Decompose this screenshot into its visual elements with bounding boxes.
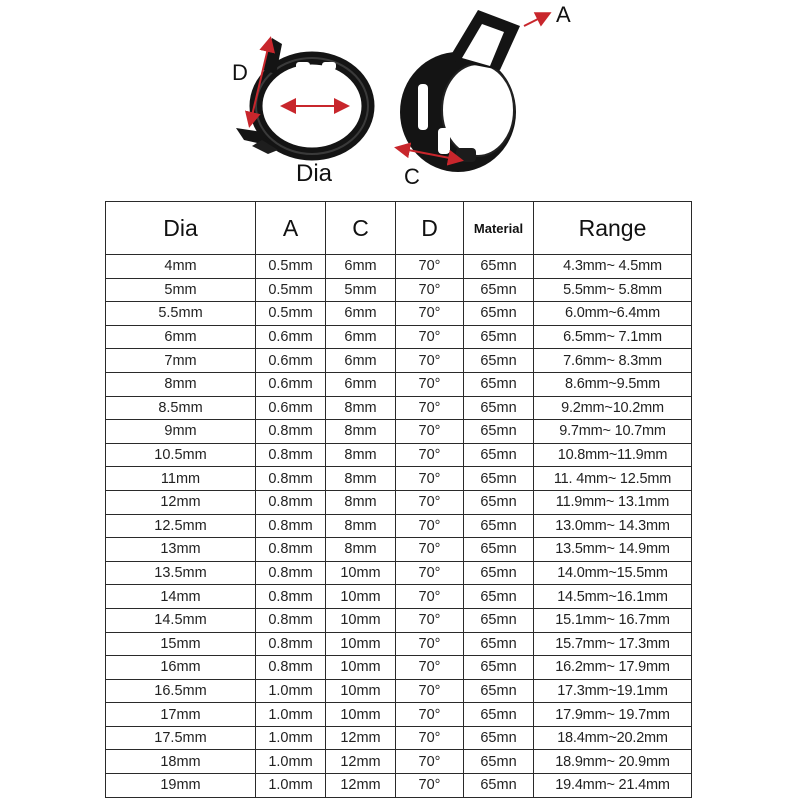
cell-d: 70° [396, 467, 464, 491]
header-range: Range [534, 202, 692, 255]
table-row [106, 278, 692, 302]
table-row [106, 443, 692, 467]
cell-d: 70° [396, 561, 464, 585]
cell-c: 10mm [326, 656, 396, 680]
table-row [106, 585, 692, 609]
cell-dia: 12mm [106, 490, 256, 514]
cell-range: 13.0mm~ 14.3mm [534, 514, 692, 538]
cell-c: 8mm [326, 514, 396, 538]
cell-range: 6.0mm~6.4mm [534, 302, 692, 326]
table-row [106, 514, 692, 538]
header-material: Material [464, 202, 534, 255]
a-dimension-arrow [524, 14, 548, 26]
cell-material: 65mn [464, 561, 534, 585]
cell-range: 17.3mm~19.1mm [534, 679, 692, 703]
cell-a: 0.8mm [256, 538, 326, 562]
cell-dia: 6mm [106, 325, 256, 349]
cell-a: 0.8mm [256, 632, 326, 656]
cell-c: 10mm [326, 703, 396, 727]
table-row [106, 632, 692, 656]
cell-d: 70° [396, 514, 464, 538]
cell-d: 70° [396, 278, 464, 302]
cell-c: 8mm [326, 420, 396, 444]
cell-material: 65mn [464, 750, 534, 774]
table-row [106, 420, 692, 444]
cell-d: 70° [396, 302, 464, 326]
cell-material: 65mn [464, 302, 534, 326]
a-label: A [556, 2, 571, 27]
cell-d: 70° [396, 396, 464, 420]
cell-dia: 11mm [106, 467, 256, 491]
cell-dia: 5.5mm [106, 302, 256, 326]
cell-dia: 14mm [106, 585, 256, 609]
cell-material: 65mn [464, 774, 534, 798]
d-label: D [232, 60, 248, 85]
cell-a: 0.8mm [256, 585, 326, 609]
cell-a: 0.8mm [256, 608, 326, 632]
cell-c: 10mm [326, 561, 396, 585]
cell-dia: 14.5mm [106, 608, 256, 632]
cell-material: 65mn [464, 585, 534, 609]
cell-c: 12mm [326, 750, 396, 774]
cell-range: 19.4mm~ 21.4mm [534, 774, 692, 798]
cell-a: 0.8mm [256, 443, 326, 467]
cell-a: 0.8mm [256, 514, 326, 538]
cell-a: 0.8mm [256, 467, 326, 491]
cell-range: 6.5mm~ 7.1mm [534, 325, 692, 349]
cell-material: 65mn [464, 325, 534, 349]
cell-c: 10mm [326, 585, 396, 609]
table-row [106, 467, 692, 491]
cell-range: 18.9mm~ 20.9mm [534, 750, 692, 774]
cell-dia: 7mm [106, 349, 256, 373]
table-row [106, 255, 692, 279]
table-row [106, 302, 692, 326]
clip-front-view [400, 10, 520, 172]
cell-material: 65mn [464, 443, 534, 467]
cell-range: 15.7mm~ 17.3mm [534, 632, 692, 656]
header-dia: Dia [106, 202, 256, 255]
cell-dia: 5mm [106, 278, 256, 302]
cell-material: 65mn [464, 656, 534, 680]
cell-c: 8mm [326, 396, 396, 420]
cell-d: 70° [396, 538, 464, 562]
cell-c: 6mm [326, 349, 396, 373]
table-row [106, 726, 692, 750]
cell-d: 70° [396, 372, 464, 396]
table-row [106, 490, 692, 514]
cell-range: 9.2mm~10.2mm [534, 396, 692, 420]
cell-range: 18.4mm~20.2mm [534, 726, 692, 750]
c-label: C [404, 164, 420, 189]
cell-c: 10mm [326, 632, 396, 656]
table-row [106, 538, 692, 562]
cell-c: 8mm [326, 443, 396, 467]
cell-d: 70° [396, 420, 464, 444]
table-row [106, 750, 692, 774]
cell-material: 65mn [464, 679, 534, 703]
cell-d: 70° [396, 656, 464, 680]
table-row [106, 679, 692, 703]
cell-a: 0.6mm [256, 396, 326, 420]
cell-a: 0.5mm [256, 278, 326, 302]
cell-range: 14.0mm~15.5mm [534, 561, 692, 585]
cell-c: 8mm [326, 490, 396, 514]
dia-label: Dia [296, 160, 333, 187]
cell-c: 10mm [326, 679, 396, 703]
cell-a: 0.5mm [256, 302, 326, 326]
table-body [106, 255, 692, 798]
cell-range: 8.6mm~9.5mm [534, 372, 692, 396]
header-d: D [396, 202, 464, 255]
cell-c: 10mm [326, 608, 396, 632]
cell-a: 1.0mm [256, 679, 326, 703]
cell-a: 0.5mm [256, 255, 326, 279]
cell-d: 70° [396, 585, 464, 609]
cell-d: 70° [396, 490, 464, 514]
cell-dia: 16.5mm [106, 679, 256, 703]
cell-a: 0.6mm [256, 325, 326, 349]
table-row [106, 774, 692, 798]
cell-dia: 9mm [106, 420, 256, 444]
cell-c: 12mm [326, 726, 396, 750]
cell-a: 1.0mm [256, 703, 326, 727]
cell-material: 65mn [464, 349, 534, 373]
cell-d: 70° [396, 608, 464, 632]
cell-material: 65mn [464, 255, 534, 279]
cell-dia: 16mm [106, 656, 256, 680]
cell-c: 6mm [326, 255, 396, 279]
cell-material: 65mn [464, 726, 534, 750]
cell-d: 70° [396, 349, 464, 373]
cell-range: 7.6mm~ 8.3mm [534, 349, 692, 373]
cell-material: 65mn [464, 703, 534, 727]
table-row [106, 608, 692, 632]
table-row [106, 656, 692, 680]
cell-dia: 10.5mm [106, 443, 256, 467]
cell-c: 8mm [326, 467, 396, 491]
table-row [106, 349, 692, 373]
cell-c: 12mm [326, 774, 396, 798]
cell-a: 0.8mm [256, 561, 326, 585]
cell-d: 70° [396, 443, 464, 467]
table-row [106, 325, 692, 349]
cell-dia: 15mm [106, 632, 256, 656]
cell-dia: 19mm [106, 774, 256, 798]
cell-range: 9.7mm~ 10.7mm [534, 420, 692, 444]
cell-range: 14.5mm~16.1mm [534, 585, 692, 609]
cell-range: 13.5mm~ 14.9mm [534, 538, 692, 562]
cell-range: 16.2mm~ 17.9mm [534, 656, 692, 680]
cell-dia: 13.5mm [106, 561, 256, 585]
size-spec-table [105, 201, 692, 798]
cell-a: 0.8mm [256, 420, 326, 444]
cell-dia: 8mm [106, 372, 256, 396]
cell-c: 6mm [326, 325, 396, 349]
cell-a: 0.6mm [256, 349, 326, 373]
cell-material: 65mn [464, 514, 534, 538]
cell-material: 65mn [464, 632, 534, 656]
cell-material: 65mn [464, 467, 534, 491]
cell-dia: 17mm [106, 703, 256, 727]
header-c: C [326, 202, 396, 255]
table-header-row [106, 202, 692, 255]
cell-material: 65mn [464, 278, 534, 302]
cell-a: 0.8mm [256, 656, 326, 680]
cell-c: 6mm [326, 372, 396, 396]
table-row [106, 703, 692, 727]
cell-range: 11.9mm~ 13.1mm [534, 490, 692, 514]
cell-a: 0.8mm [256, 490, 326, 514]
cell-d: 70° [396, 255, 464, 279]
cell-dia: 13mm [106, 538, 256, 562]
cell-range: 15.1mm~ 16.7mm [534, 608, 692, 632]
cell-c: 5mm [326, 278, 396, 302]
cell-d: 70° [396, 632, 464, 656]
cell-range: 4.3mm~ 4.5mm [534, 255, 692, 279]
cell-range: 5.5mm~ 5.8mm [534, 278, 692, 302]
cell-a: 1.0mm [256, 726, 326, 750]
cell-dia: 4mm [106, 255, 256, 279]
cell-d: 70° [396, 679, 464, 703]
cell-range: 10.8mm~11.9mm [534, 443, 692, 467]
cell-a: 1.0mm [256, 750, 326, 774]
cell-material: 65mn [464, 396, 534, 420]
spring-clip-illustration [0, 0, 800, 200]
cell-c: 8mm [326, 538, 396, 562]
cell-range: 17.9mm~ 19.7mm [534, 703, 692, 727]
cell-dia: 18mm [106, 750, 256, 774]
cell-d: 70° [396, 325, 464, 349]
table-row [106, 561, 692, 585]
cell-range: 11. 4mm~ 12.5mm [534, 467, 692, 491]
header-a: A [256, 202, 326, 255]
cell-material: 65mn [464, 420, 534, 444]
cell-dia: 12.5mm [106, 514, 256, 538]
cell-a: 1.0mm [256, 774, 326, 798]
table-row [106, 396, 692, 420]
cell-a: 0.6mm [256, 372, 326, 396]
cell-d: 70° [396, 703, 464, 727]
clip-diagram [0, 0, 800, 200]
cell-c: 6mm [326, 302, 396, 326]
cell-material: 65mn [464, 372, 534, 396]
cell-dia: 8.5mm [106, 396, 256, 420]
cell-d: 70° [396, 750, 464, 774]
cell-material: 65mn [464, 608, 534, 632]
cell-material: 65mn [464, 490, 534, 514]
cell-d: 70° [396, 726, 464, 750]
cell-d: 70° [396, 774, 464, 798]
cell-dia: 17.5mm [106, 726, 256, 750]
table-row [106, 372, 692, 396]
cell-material: 65mn [464, 538, 534, 562]
